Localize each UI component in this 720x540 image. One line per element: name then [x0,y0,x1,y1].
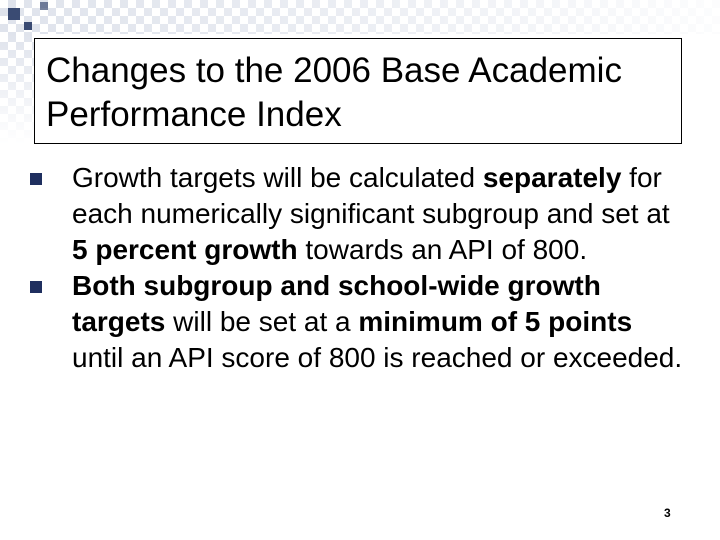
bullet-list [30,160,690,376]
decor-square-2 [24,22,32,30]
square-bullet-icon [30,281,42,293]
bullet-1-part-2: separately [482,162,622,193]
bullet-2-part-4: until an API score of 800 is reached or exceeded. [72,342,683,373]
bullet-1-part-3: for each numerically significant subgroup and set at [72,162,670,229]
decor-square-3 [40,2,48,10]
header-checker-fade [0,0,720,34]
bullet-text-1 [72,162,670,265]
decor-square-1 [8,8,20,20]
left-checker-pattern [0,34,34,144]
title-box [34,38,682,144]
bullet-1-part-4: 5 percent growth [72,234,298,265]
bullet-2-part-1: Both subgroup and school-wide growth targets [72,270,601,337]
slide-title: Changes to the 2006 Base Academic Performance Index [46,51,622,134]
page-number: 3 [664,506,671,520]
bullet-1-part-1: Growth targets will be calculated [72,162,483,193]
bullet-2-part-3: minimum of 5 points [358,306,633,337]
bullet-item-2 [30,268,690,376]
bullet-1-part-5: towards an API of 800. [297,234,588,265]
square-bullet-icon [30,173,42,185]
bullet-2-part-2: will be set at a [165,306,359,337]
bullet-item-1 [30,160,690,268]
bullet-text-2 [72,270,682,373]
